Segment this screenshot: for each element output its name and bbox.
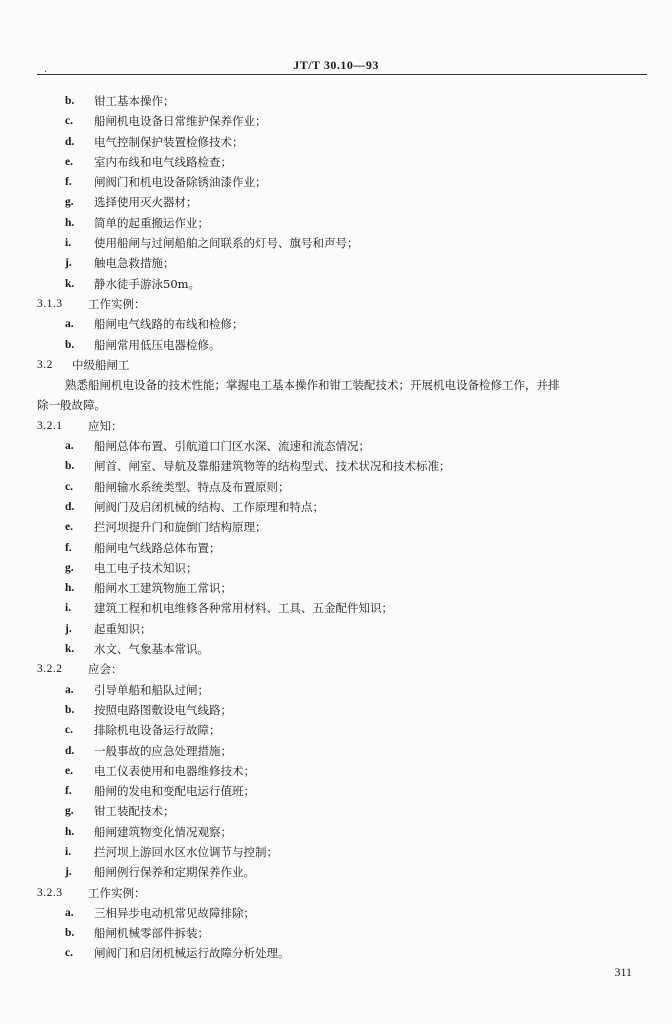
list-item [0,842,672,862]
list-item [0,741,672,761]
item-text: 闸阀门和启闭机械运行故障分析处理。 [94,946,290,961]
list-item [0,943,672,963]
page-number: 311 [614,965,632,979]
item-text: 钳工基本操作； [94,94,175,108]
item-label: f. [65,176,72,189]
item-label: b. [65,460,75,473]
section-number: 3.2.1 [37,419,63,432]
list-item [0,91,672,111]
item-text: 闸首、闸室、导航及靠船建筑物等的结构型式、技术状况和技术标准； [94,459,451,474]
item-label: c. [65,724,73,737]
list-item [0,639,672,659]
section-heading [0,883,672,903]
paragraph-text: 熟悉船闸机电设备的技术性能；掌握电工基本操作和钳工装配技术；开展机电设备检修工作，并排 [65,378,560,393]
item-text: 触电急救措施； [94,256,175,271]
list-item [0,862,672,882]
list-item [0,192,672,212]
section-heading [0,659,672,679]
section-number: 3.2 [37,358,53,371]
item-label: g. [65,561,74,574]
item-label: b. [65,703,75,716]
item-text: 室内布线和电气线路检查； [94,154,232,169]
item-label: i. [65,602,72,615]
item-label: a. [65,440,74,453]
list-item [0,923,672,943]
list-item [0,761,672,781]
item-label: b. [65,338,75,351]
list-item [0,801,672,821]
item-text: 三相异步电动机常见故障排除； [94,905,255,920]
section-title: 中级船闸工 [72,357,130,372]
section-heading [0,294,672,314]
section-title: 工作实例： [88,885,146,900]
item-text: 船闸机械零部件拆装； [94,926,209,941]
item-label: k. [65,277,75,290]
item-label: j. [65,257,72,270]
list-item [0,517,672,537]
list-item [0,436,672,456]
item-text: 电工仪表使用和电器维修技术； [94,763,255,778]
list-item [0,314,672,334]
page-body [0,91,672,964]
list-item [0,720,672,740]
item-label: i. [65,237,72,250]
list-item [0,152,672,172]
item-text: 船闸电气线路总体布置； [94,540,221,555]
item-label: d. [65,135,75,148]
section-title: 应知： [88,418,123,433]
item-text: 船闸电气线路的布线和检修； [94,317,244,332]
list-item [0,903,672,923]
list-item [0,781,672,801]
item-text: 闸阀门和机电设备除锈油漆作业； [94,175,267,190]
item-label: c. [65,480,73,493]
item-text: 船闸建筑物变化情况观察； [94,824,232,839]
section-number: 3.2.3 [37,886,63,899]
header-mark: · [44,67,48,78]
item-label: b. [65,95,75,107]
list-item [0,538,672,558]
item-label: j. [65,866,72,879]
list-item [0,213,672,233]
list-item [0,619,672,639]
item-text: 排除机电设备运行故障； [94,723,221,738]
item-label: e. [65,764,73,777]
section-title: 工作实例： [88,296,146,311]
list-item [0,598,672,618]
item-text: 使用船闸与过闸船舶之间联系的灯号、旗号和声号； [94,236,359,251]
section-heading [0,416,672,436]
item-label: a. [65,683,74,696]
item-label: a. [65,906,74,919]
item-text: 船闸机电设备日常维护保养作业； [94,114,267,129]
list-item [0,456,672,476]
section-number: 3.1.3 [37,297,63,310]
list-item [0,477,672,497]
item-text: 静水徒手游泳50m。 [94,276,201,291]
item-text: 船闸常用低压电器检修。 [94,337,221,352]
list-item [0,497,672,517]
list-item [0,578,672,598]
item-text: 简单的起重搬运作业； [94,215,209,230]
header-rule [37,74,647,75]
list-item [0,233,672,253]
item-text: 船闸输水系统类型、特点及布置原则； [94,479,290,494]
item-label: d. [65,500,75,513]
item-label: c. [65,947,73,960]
item-label: h. [65,825,75,838]
item-label: g. [65,805,74,818]
item-text: 建筑工程和机电维修各种常用材料、工具、五金配件知识； [94,601,393,616]
list-item [0,172,672,192]
item-label: f. [65,541,72,554]
item-text: 船闸水工建筑物施工常识； [94,581,232,596]
item-text: 船闸总体布置、引航道口门区水深、流速和流态情况； [94,439,370,454]
item-text: 选择使用灭火器材； [94,195,198,210]
item-label: a. [65,318,74,331]
item-text: 闸阀门及启闭机械的结构、工作原理和特点； [94,499,324,514]
item-text: 引导单船和船队过闸； [94,682,209,697]
list-item [0,680,672,700]
item-text: 钳工装配技术； [94,804,175,819]
item-text: 一般事故的应急处理措施； [94,743,232,758]
item-label: h. [65,582,75,595]
paragraph-line [0,375,672,395]
item-label: g. [65,196,74,209]
item-label: f. [65,785,72,798]
document-code-header: JT/T 30.10—93 [293,58,379,72]
section-heading [0,355,672,375]
item-label: h. [65,216,75,229]
item-label: e. [65,155,73,168]
item-text: 水文、气象基本常识。 [94,642,209,657]
item-label: j. [65,622,72,635]
item-text: 船闸例行保养和定期保养作业。 [94,865,255,880]
item-label: e. [65,521,73,534]
item-text: 拦河坝上游回水区水位调节与控制； [94,844,278,859]
list-item [0,274,672,294]
list-item [0,253,672,273]
list-item [0,111,672,131]
item-label: k. [65,643,75,656]
section-title: 应会： [88,662,123,677]
paragraph-text: 除一般故障。 [37,398,106,413]
list-item [0,558,672,578]
item-label: b. [65,927,75,940]
item-text: 电气控制保护装置检修技术； [94,134,244,149]
item-text: 船闸的发电和变配电运行值班； [94,784,255,799]
item-text: 按照电路图敷设电气线路； [94,702,232,717]
item-label: d. [65,744,75,757]
item-text: 电工电子技术知识； [94,560,198,575]
list-item [0,700,672,720]
item-label: c. [65,115,73,128]
section-number: 3.2.2 [37,663,63,676]
list-item [0,822,672,842]
paragraph-line [0,395,672,415]
list-item [0,132,672,152]
item-text: 拦河坝提升门和旋倒门结构原理； [94,520,267,535]
item-text: 起重知识； [94,621,152,636]
list-item [0,335,672,355]
item-label: i. [65,845,72,858]
